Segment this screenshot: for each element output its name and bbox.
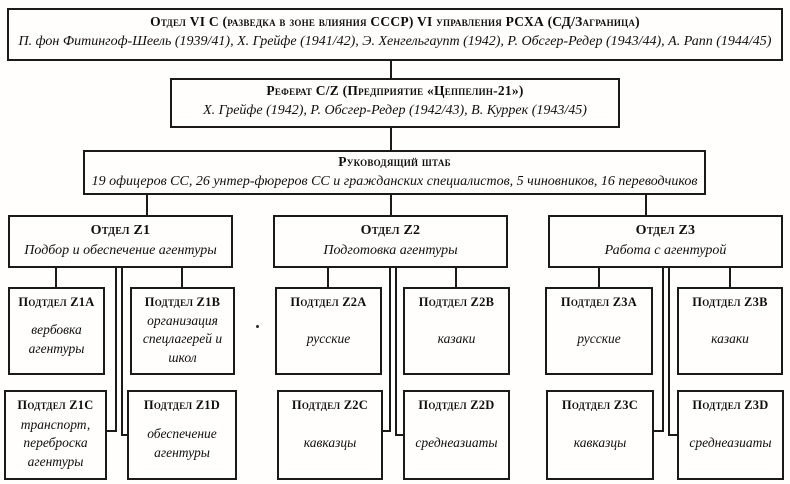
unit-box-z2b (403, 287, 510, 375)
connector-staff-z3 (645, 195, 647, 215)
unit-function: организация спецлагерей и школ (142, 312, 223, 366)
unit-title: Отдел Z2 (360, 223, 421, 238)
connector-z2-z2c-vertical (389, 268, 391, 432)
connector-z1-z1d-vertical (121, 268, 123, 436)
unit-title: Подтдел Z1A (18, 295, 95, 309)
connector-z3-z3d-elbow (668, 434, 679, 436)
unit-function: русские (306, 331, 351, 347)
connector-z2-z2b (455, 268, 457, 287)
unit-title: Подтдел Z2B (418, 295, 495, 309)
connector-referat-staff (390, 128, 392, 150)
unit-function: кавказцы (303, 435, 357, 451)
unit-title: Подтдел Z1B (144, 295, 221, 309)
connector-z3-z3d-vertical (668, 268, 670, 436)
unit-box-z3a (545, 287, 653, 375)
unit-box-referat-cz (170, 78, 620, 128)
unit-title: Подтдел Z2A (290, 295, 367, 309)
unit-function: среднеазиаты (689, 435, 772, 451)
unit-function: обеспечение агентуры (147, 426, 217, 460)
unit-function: казаки (437, 331, 476, 347)
connector-z3-z3a (598, 268, 600, 287)
unit-function: Работа с агентурой (604, 242, 727, 258)
unit-title: Подтдел Z2C (291, 398, 369, 412)
unit-box-z2a (275, 287, 382, 375)
unit-box-otdel-vi-c (7, 8, 783, 61)
unit-box-z1b (130, 287, 235, 375)
unit-function: среднеазиаты (415, 435, 498, 451)
connector-z3-z3c-elbow (652, 430, 664, 432)
unit-box-z1a (8, 287, 105, 375)
unit-function: русские (577, 331, 621, 347)
unit-title: Отдел Z3 (635, 223, 696, 238)
unit-box-z3 (548, 215, 783, 268)
connector-z1-z1a (55, 268, 57, 287)
unit-function: транспорт, переброска агентуры (20, 416, 91, 470)
unit-title: Подтдел Z3D (692, 398, 769, 412)
unit-box-z1 (8, 215, 233, 268)
unit-title: Подтдел Z3B (692, 295, 768, 309)
unit-box-z3b (677, 287, 783, 375)
unit-box-z1c (4, 390, 107, 480)
unit-box-z2c (277, 390, 383, 480)
scan-artifact-dot (256, 325, 259, 328)
unit-title: Подтдел Z1D (143, 398, 221, 412)
connector-z2-z2d-elbow (395, 434, 405, 436)
connector-root-referat (390, 61, 392, 78)
unit-function: Подготовка агентуры (323, 242, 458, 258)
unit-leaders: Х. Грейфе (1942), Р. Обсгер-Редер (1942/43), В. Куррек (1943/45) (203, 102, 587, 118)
unit-box-z2 (273, 215, 508, 268)
unit-box-z1d (127, 390, 237, 480)
unit-title: Реферат C/Z (Предприятие «Цеппелин-21») (266, 83, 524, 98)
connector-z3-z3c-vertical (662, 268, 664, 432)
unit-box-staff (83, 150, 706, 195)
connector-z2-z2c-elbow (381, 430, 391, 432)
connector-staff-z2 (390, 195, 392, 215)
connector-z1-z1d-elbow (121, 434, 129, 436)
unit-title: Отдел VI C (разведка в зоне влияния СССР) VI управления РСХА (СД/Заграница) (150, 14, 640, 29)
unit-function: Подбор и обеспечение агентуры (24, 242, 217, 258)
unit-function: кавказцы (573, 435, 627, 451)
unit-title: Руководящий штаб (338, 154, 451, 169)
unit-title: Подтдел Z3A (560, 295, 638, 309)
unit-title: Отдел Z1 (90, 223, 151, 238)
connector-z1-z1b (181, 268, 183, 287)
unit-composition: 19 офицеров СС, 26 унтер-фюреров СС и гражданских специалистов, 5 чиновников, 16 переводчиков (91, 173, 698, 189)
unit-leaders: П. фон Фитингоф-Шеель (1939/41), Х. Грейфе (1941/42), Э. Хенгельгаупт (1942), Р. Обсгер-Редер (1943/44), А. Рапп (1944/45) (18, 33, 772, 49)
unit-title: Подтдел Z1C (17, 398, 94, 412)
unit-title: Подтдел Z3C (561, 398, 639, 412)
unit-function: вербовка агентуры (28, 322, 85, 356)
connector-z3-z3b (729, 268, 731, 287)
unit-box-z2d (403, 390, 510, 480)
connector-z2-z2a (327, 268, 329, 287)
unit-box-z3d (677, 390, 784, 480)
unit-box-z3c (546, 390, 654, 480)
connector-z1-z1c-vertical (115, 268, 117, 432)
unit-title: Подтдел Z2D (418, 398, 495, 412)
unit-function: казаки (711, 331, 749, 347)
connector-z1-z1c-elbow (105, 430, 117, 432)
connector-z2-z2d-vertical (395, 268, 397, 436)
connector-staff-z1 (146, 195, 148, 215)
